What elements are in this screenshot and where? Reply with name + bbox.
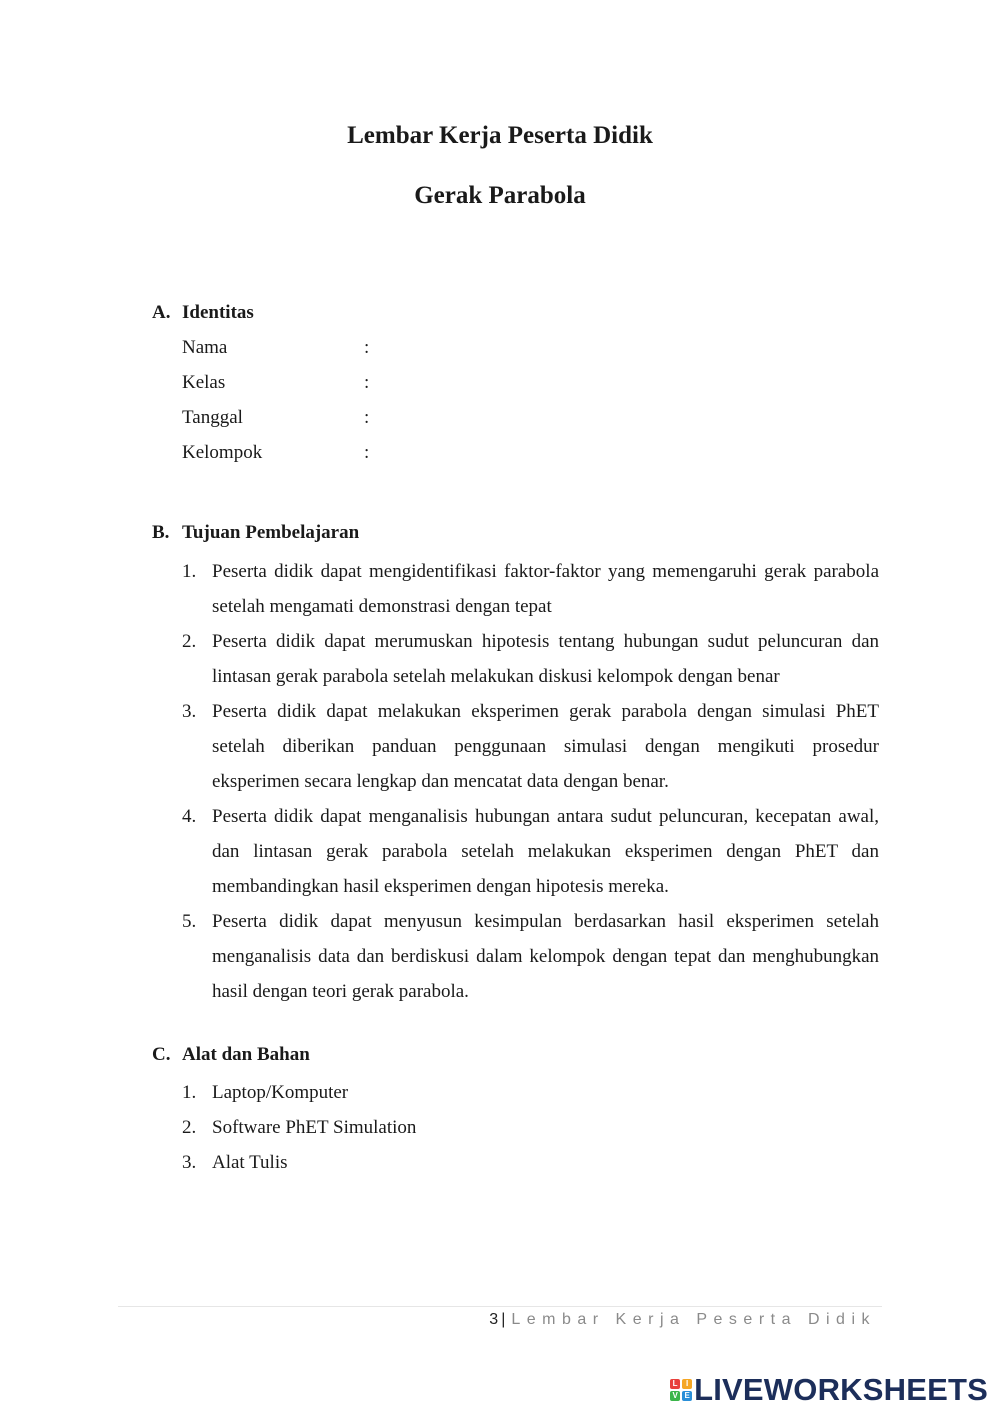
list-item-text: Peserta didik dapat mengidentifikasi faktor-faktor yang memengaruhi gerak parabola setelah mengamati demonstrasi dengan tepat	[212, 561, 879, 617]
section-letter: B.	[152, 522, 170, 543]
list-number: 3.	[182, 1152, 197, 1173]
identity-colon: :	[364, 337, 370, 358]
identity-colon: :	[364, 442, 370, 463]
logo-letter: E	[682, 1391, 692, 1401]
section-title: Identitas	[182, 302, 254, 323]
identity-row-kelompok	[182, 441, 369, 465]
identity-row-nama	[182, 336, 369, 360]
list-number: 1.	[182, 561, 197, 582]
brand-name: LIVEWORKSHEETS	[694, 1372, 988, 1407]
list-item-text: Peserta didik dapat melakukan eksperimen gerak parabola dengan simulasi PhET setelah diberikan panduan penggunaan simulasi dengan mengikuti prosedur eksperimen secara lengkap dan mencatat data dengan benar.	[212, 701, 879, 792]
list-item-text: Alat Tulis	[212, 1152, 288, 1173]
list-item	[182, 1145, 416, 1180]
section-title: Alat dan Bahan	[182, 1044, 310, 1065]
list-number: 2.	[182, 631, 197, 652]
section-title: Tujuan Pembelajaran	[182, 522, 360, 543]
list-item-text: Peserta didik dapat menganalisis hubungan antara sudut peluncuran, kecepatan awal, dan lintasan gerak parabola setelah melakukan eksperimen dengan PhET dan membandingkan hasil eksperimen dengan hipotesis mereka.	[212, 806, 879, 897]
list-item	[182, 799, 879, 904]
list-item-text: Peserta didik dapat menyusun kesimpulan berdasarkan hasil eksperimen setelah menganalisis data dan berdiskusi dalam kelompok dengan tepat dan menghubungkan hasil dengan teori gerak parabola.	[212, 911, 879, 1002]
footer-separator: |	[501, 1311, 506, 1328]
list-number: 1.	[182, 1082, 197, 1103]
list-number: 5.	[182, 911, 197, 932]
identity-row-tanggal	[182, 406, 369, 430]
identity-label: Tanggal	[182, 407, 243, 428]
page-footer	[489, 1311, 876, 1329]
logo-letter: I	[682, 1379, 692, 1389]
identity-label: Kelas	[182, 372, 226, 393]
list-item	[182, 1075, 416, 1110]
materials-list	[182, 1075, 416, 1180]
identity-row-kelas	[182, 371, 369, 395]
identity-label: Nama	[182, 337, 228, 358]
identity-colon: :	[364, 407, 370, 428]
list-item-text: Peserta didik dapat merumuskan hipotesis tentang hubungan sudut peluncuran dan lintasan gerak parabola setelah melakukan diskusi kelompok dengan benar	[212, 631, 879, 687]
list-item	[182, 554, 879, 624]
section-identity-heading	[152, 301, 254, 325]
list-item-text: Laptop/Komputer	[212, 1082, 349, 1103]
list-number: 2.	[182, 1117, 197, 1138]
section-materials-heading	[152, 1043, 310, 1067]
page-subtitle: Gerak Parabola	[414, 182, 586, 209]
list-number: 3.	[182, 701, 197, 722]
list-item	[182, 694, 879, 799]
identity-label: Kelompok	[182, 442, 263, 463]
objectives-list	[182, 554, 879, 1009]
page-number: 3	[489, 1311, 499, 1328]
footer-text: Lembar Kerja Peserta Didik	[511, 1311, 876, 1328]
liveworksheets-brand	[670, 1372, 988, 1408]
list-item	[182, 1110, 416, 1145]
section-letter: A.	[152, 302, 171, 323]
section-objectives-heading	[152, 521, 359, 545]
list-item-text: Software PhET Simulation	[212, 1117, 417, 1138]
page-title: Lembar Kerja Peserta Didik	[347, 122, 653, 149]
footer-divider	[118, 1306, 882, 1307]
logo-letter: V	[670, 1391, 680, 1401]
logo-letter: L	[670, 1379, 680, 1389]
section-letter: C.	[152, 1044, 171, 1065]
list-number: 4.	[182, 806, 197, 827]
list-item	[182, 624, 879, 694]
identity-colon: :	[364, 372, 370, 393]
list-item	[182, 904, 879, 1009]
liveworksheets-logo-icon	[670, 1379, 692, 1401]
